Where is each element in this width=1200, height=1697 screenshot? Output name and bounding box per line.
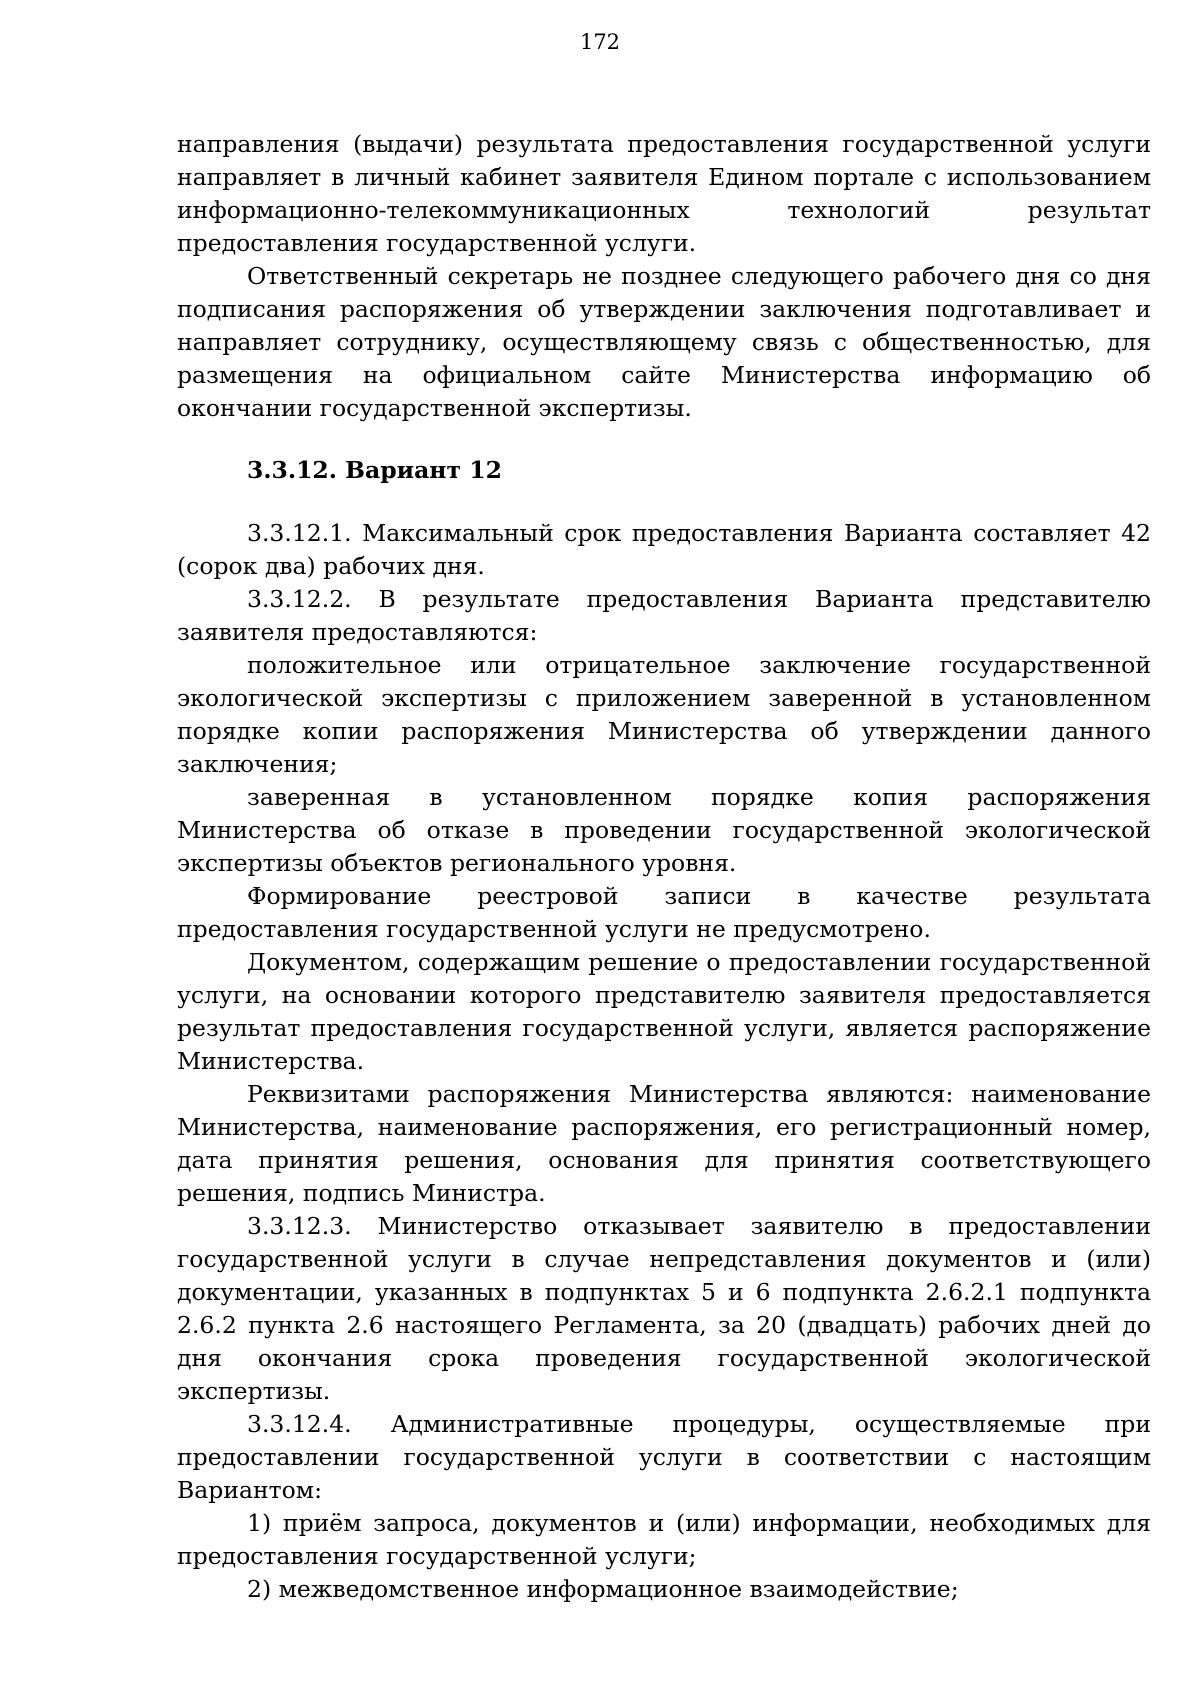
paragraph: 3.3.12.3. Министерство отказывает заявителю в предоставлении государственной услуги в случае непредставления документов и (или) документации, указанных в подпунктах 5 и 6 подпункта 2.6.2.1 подпункта 2.6.2 пункта 2.6 настоящего Регламента, за 20 (двадцать) рабочих дней до дня окончания срока проведения государственной экологической экспертизы. — [177, 1212, 1151, 1405]
paragraph: 3.3.12.1. Максимальный срок предоставления Варианта составляет 42 (сорок два) рабочих дня. — [177, 519, 1151, 580]
paragraph: Реквизитами распоряжения Министерства являются: наименование Министерства, наименование распоряжения, его регистрационный номер, дата принятия решения, основания для принятия соответствующего решения, подпись Министра. — [177, 1080, 1151, 1207]
paragraph: положительное или отрицательное заключение государственной экологической экспертизы с приложением заверенной в установленном порядке копии распоряжения Министерства об утверждении данного заключения; — [177, 651, 1151, 778]
paragraph: Документом, содержащим решение о предоставлении государственной услуги, на основании которого представителю заявителя предоставляется результат предоставления государственной услуги, является распоряжение Министерства. — [177, 948, 1151, 1075]
paragraph: Формирование реестровой записи в качестве результата предоставления государственной услуги не предусмотрено. — [177, 882, 1151, 943]
paragraph: заверенная в установленном порядке копия распоряжения Министерства об отказе в проведении государственной экологической экспертизы объектов регионального уровня. — [177, 783, 1151, 877]
paragraph: 3.3.12.4. Административные процедуры, осуществляемые при предоставлении государственной услуги в соответствии с настоящим Вариантом: — [177, 1410, 1151, 1504]
section-heading: 3.3.12. Вариант 12 — [247, 456, 502, 484]
paragraph: 3.3.12.2. В результате предоставления Варианта представителю заявителя предоставляются: — [177, 585, 1151, 646]
page-number: 172 — [579, 30, 621, 54]
list-item: 1) приём запроса, документов и (или) информации, необходимых для предоставления государственной услуги; — [177, 1509, 1151, 1570]
list-item: 2) межведомственное информационное взаимодействие; — [247, 1575, 959, 1603]
paragraph: Ответственный секретарь не позднее следующего рабочего дня со дня подписания распоряжения об утверждении заключения подготавливает и направляет сотруднику, осуществляющему связь с общественностью, для размещения на официальном сайте Министерства информацию об окончании государственной экспертизы. — [177, 262, 1151, 422]
paragraph-continuation: направления (выдачи) результата предоставления государственной услуги направляет в личный кабинет заявителя Едином портале с использованием информационно-телекоммуникационных технологий результат предоставления государственной услуги. — [177, 130, 1151, 257]
document-body — [177, 128, 1151, 1606]
